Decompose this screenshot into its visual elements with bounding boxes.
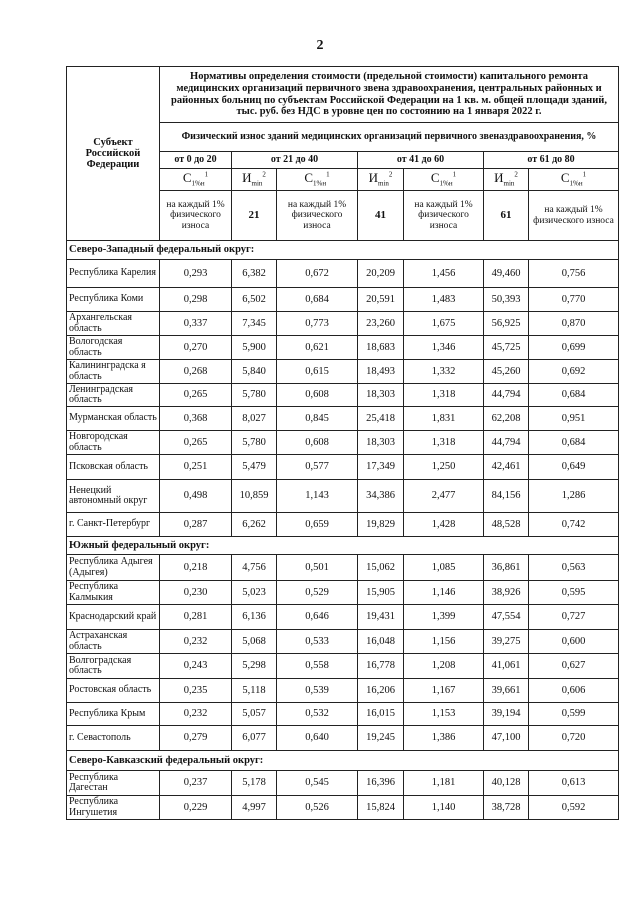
value-cell: 18,303 bbox=[358, 431, 404, 455]
symbol-letter: И bbox=[242, 170, 252, 186]
range-41-60: от 41 до 60 bbox=[358, 152, 484, 169]
value-cell: 1,156 bbox=[404, 630, 484, 654]
symbol-c1pct bbox=[160, 169, 232, 191]
value-cell: 6,382 bbox=[232, 260, 277, 288]
imin-value: 21 bbox=[232, 191, 277, 241]
region-name: Республика Дагестан bbox=[67, 771, 160, 796]
symbol-letter: С bbox=[182, 170, 192, 186]
region-name: Волгоградская область bbox=[67, 654, 160, 679]
symbol-superscript: 1 bbox=[326, 170, 330, 179]
value-cell: 4,756 bbox=[232, 555, 277, 581]
district-name: Северо-Западный федеральный округ: bbox=[67, 241, 619, 260]
value-cell: 47,100 bbox=[484, 726, 529, 751]
value-cell: 1,386 bbox=[404, 726, 484, 751]
value-cell: 5,298 bbox=[232, 654, 277, 679]
value-cell: 5,780 bbox=[232, 384, 277, 407]
table-row bbox=[67, 654, 619, 679]
norms-table bbox=[66, 66, 619, 820]
symbol-subscript: min bbox=[378, 179, 389, 188]
region-name: Новгородская область bbox=[67, 431, 160, 455]
table-row bbox=[67, 384, 619, 407]
symbol-c1pct bbox=[277, 169, 358, 191]
value-cell: 6,136 bbox=[232, 605, 277, 630]
value-cell: 0,640 bbox=[277, 726, 358, 751]
symbol-superscript: 1 bbox=[204, 170, 209, 179]
region-name: г. Севастополь bbox=[67, 726, 160, 751]
value-cell: 0,600 bbox=[529, 630, 619, 654]
value-cell: 0,232 bbox=[160, 703, 232, 726]
value-cell: 62,208 bbox=[484, 407, 529, 431]
value-cell: 0,592 bbox=[529, 796, 619, 820]
region-name: Псковская область bbox=[67, 455, 160, 480]
range-21-40: от 21 до 40 bbox=[232, 152, 358, 169]
value-cell: 8,027 bbox=[232, 407, 277, 431]
value-cell: 6,077 bbox=[232, 726, 277, 751]
value-cell: 0,265 bbox=[160, 384, 232, 407]
value-cell: 48,528 bbox=[484, 513, 529, 537]
symbol-c1pct bbox=[404, 169, 484, 191]
value-cell: 0,298 bbox=[160, 288, 232, 312]
region-name: г. Санкт-Петербург bbox=[67, 513, 160, 537]
region-name: Калининградска я область bbox=[67, 360, 160, 384]
value-cell: 10,859 bbox=[232, 480, 277, 513]
table-row bbox=[67, 312, 619, 336]
value-cell: 0,756 bbox=[529, 260, 619, 288]
value-cell: 39,661 bbox=[484, 679, 529, 703]
symbol-subscript: min bbox=[251, 179, 263, 188]
value-cell: 1,286 bbox=[529, 480, 619, 513]
table-row bbox=[67, 555, 619, 581]
value-cell: 0,218 bbox=[160, 555, 232, 581]
physical-wear-header: Физический износ зданий медицинских организаций первичного звеназдравоохранения, % bbox=[160, 123, 619, 152]
value-cell: 18,683 bbox=[358, 336, 404, 360]
value-cell: 0,649 bbox=[529, 455, 619, 480]
value-cell: 0,270 bbox=[160, 336, 232, 360]
value-cell: 18,303 bbox=[358, 384, 404, 407]
value-cell: 1,675 bbox=[404, 312, 484, 336]
region-name: Республика Карелия bbox=[67, 260, 160, 288]
value-cell: 1,483 bbox=[404, 288, 484, 312]
value-cell: 0,545 bbox=[277, 771, 358, 796]
value-cell: 5,840 bbox=[232, 360, 277, 384]
symbol-imin bbox=[484, 169, 529, 191]
value-cell: 0,659 bbox=[277, 513, 358, 537]
value-cell: 7,345 bbox=[232, 312, 277, 336]
symbol-imin bbox=[358, 169, 404, 191]
value-cell: 5,780 bbox=[232, 431, 277, 455]
value-cell: 0,608 bbox=[277, 384, 358, 407]
symbol-letter: И bbox=[494, 170, 504, 186]
table-title: Нормативы определения стоимости (предельной стоимости) капитального ремонта медицинских организаций первичного звена здравоохранения, центральных районных и районных больниц по субъектам Российской Федерации на 1 кв. м. общей площади зданий, тыс. руб. без НДС в уровне цен по состоянию на 1 января 2022 г. bbox=[160, 67, 619, 123]
value-cell: 5,178 bbox=[232, 771, 277, 796]
value-cell: 0,251 bbox=[160, 455, 232, 480]
symbol-subscript: min bbox=[503, 179, 515, 188]
value-cell: 56,925 bbox=[484, 312, 529, 336]
region-name: Мурманская область bbox=[67, 407, 160, 431]
value-cell: 44,794 bbox=[484, 431, 529, 455]
table-row bbox=[67, 796, 619, 820]
value-cell: 0,672 bbox=[277, 260, 358, 288]
value-cell: 45,725 bbox=[484, 336, 529, 360]
table-row bbox=[67, 771, 619, 796]
value-cell: 45,260 bbox=[484, 360, 529, 384]
value-cell: 0,501 bbox=[277, 555, 358, 581]
value-cell: 47,554 bbox=[484, 605, 529, 630]
value-cell: 1,346 bbox=[404, 336, 484, 360]
value-cell: 0,684 bbox=[529, 384, 619, 407]
value-cell: 0,699 bbox=[529, 336, 619, 360]
district-row bbox=[67, 537, 619, 555]
value-cell: 41,061 bbox=[484, 654, 529, 679]
value-cell: 1,318 bbox=[404, 431, 484, 455]
value-cell: 17,349 bbox=[358, 455, 404, 480]
table-row bbox=[67, 260, 619, 288]
value-cell: 5,023 bbox=[232, 581, 277, 605]
value-cell: 0,529 bbox=[277, 581, 358, 605]
value-cell: 1,140 bbox=[404, 796, 484, 820]
table-row bbox=[67, 480, 619, 513]
symbol-c1pct bbox=[529, 169, 619, 191]
value-cell: 1,428 bbox=[404, 513, 484, 537]
value-cell: 0,235 bbox=[160, 679, 232, 703]
value-cell: 20,591 bbox=[358, 288, 404, 312]
value-cell: 0,539 bbox=[277, 679, 358, 703]
value-cell: 0,368 bbox=[160, 407, 232, 431]
value-cell: 15,905 bbox=[358, 581, 404, 605]
district-name: Северо-Кавказский федеральный округ: bbox=[67, 751, 619, 771]
table-row bbox=[67, 581, 619, 605]
subject-column-header: Субъект Российской Федерации bbox=[67, 67, 160, 241]
table-row bbox=[67, 726, 619, 751]
range-0-20: от 0 до 20 bbox=[160, 152, 232, 169]
symbol-letter: С bbox=[304, 170, 314, 186]
per-one-percent-cell: на каждый 1% физического износа bbox=[277, 191, 358, 241]
region-name: Архангельская область bbox=[67, 312, 160, 336]
value-cell: 84,156 bbox=[484, 480, 529, 513]
value-cell: 0,279 bbox=[160, 726, 232, 751]
value-cell: 0,621 bbox=[277, 336, 358, 360]
table-row bbox=[67, 630, 619, 654]
value-cell: 0,684 bbox=[529, 431, 619, 455]
value-cell: 40,128 bbox=[484, 771, 529, 796]
region-name: Республика Коми bbox=[67, 288, 160, 312]
region-name: Астраханская область bbox=[67, 630, 160, 654]
value-cell: 1,153 bbox=[404, 703, 484, 726]
value-cell: 0,951 bbox=[529, 407, 619, 431]
value-cell: 38,728 bbox=[484, 796, 529, 820]
value-cell: 15,062 bbox=[358, 555, 404, 581]
value-cell: 16,015 bbox=[358, 703, 404, 726]
value-cell: 5,068 bbox=[232, 630, 277, 654]
table-row bbox=[67, 605, 619, 630]
value-cell: 0,615 bbox=[277, 360, 358, 384]
table-row bbox=[67, 513, 619, 537]
value-cell: 5,118 bbox=[232, 679, 277, 703]
value-cell: 1,143 bbox=[277, 480, 358, 513]
region-name: Ленинградская область bbox=[67, 384, 160, 407]
value-cell: 39,275 bbox=[484, 630, 529, 654]
value-cell: 16,048 bbox=[358, 630, 404, 654]
value-cell: 0,646 bbox=[277, 605, 358, 630]
value-cell: 1,250 bbox=[404, 455, 484, 480]
value-cell: 1,167 bbox=[404, 679, 484, 703]
imin-value: 41 bbox=[358, 191, 404, 241]
value-cell: 6,502 bbox=[232, 288, 277, 312]
value-cell: 0,287 bbox=[160, 513, 232, 537]
district-row bbox=[67, 751, 619, 771]
value-cell: 0,563 bbox=[529, 555, 619, 581]
symbol-letter: С bbox=[430, 170, 440, 186]
value-cell: 15,824 bbox=[358, 796, 404, 820]
value-cell: 1,456 bbox=[404, 260, 484, 288]
value-cell: 0,268 bbox=[160, 360, 232, 384]
value-cell: 44,794 bbox=[484, 384, 529, 407]
value-cell: 39,194 bbox=[484, 703, 529, 726]
value-cell: 1,399 bbox=[404, 605, 484, 630]
district-name: Южный федеральный округ: bbox=[67, 537, 619, 555]
value-cell: 0,577 bbox=[277, 455, 358, 480]
imin-value: 61 bbox=[484, 191, 529, 241]
value-cell: 1,332 bbox=[404, 360, 484, 384]
table-row bbox=[67, 336, 619, 360]
value-cell: 0,498 bbox=[160, 480, 232, 513]
value-cell: 0,595 bbox=[529, 581, 619, 605]
value-cell: 0,608 bbox=[277, 431, 358, 455]
symbol-superscript: 1 bbox=[452, 170, 457, 179]
value-cell: 20,209 bbox=[358, 260, 404, 288]
table-row bbox=[67, 455, 619, 480]
symbol-subscript: 1%н bbox=[191, 179, 205, 188]
value-cell: 1,318 bbox=[404, 384, 484, 407]
symbol-subscript: 1%н bbox=[313, 179, 327, 188]
value-cell: 0,230 bbox=[160, 581, 232, 605]
value-cell: 0,229 bbox=[160, 796, 232, 820]
value-cell: 0,613 bbox=[529, 771, 619, 796]
value-cell: 0,558 bbox=[277, 654, 358, 679]
value-cell: 1,181 bbox=[404, 771, 484, 796]
symbol-letter: И bbox=[368, 170, 378, 186]
value-cell: 42,461 bbox=[484, 455, 529, 480]
value-cell: 0,337 bbox=[160, 312, 232, 336]
symbol-superscript: 2 bbox=[262, 170, 266, 179]
per-one-percent-cell: на каждый 1% физического износа bbox=[529, 191, 619, 241]
value-cell: 0,533 bbox=[277, 630, 358, 654]
table-row bbox=[67, 360, 619, 384]
value-cell: 0,599 bbox=[529, 703, 619, 726]
value-cell: 0,243 bbox=[160, 654, 232, 679]
table-row bbox=[67, 703, 619, 726]
region-name: Республика Крым bbox=[67, 703, 160, 726]
value-cell: 25,418 bbox=[358, 407, 404, 431]
value-cell: 1,831 bbox=[404, 407, 484, 431]
page-number: 2 bbox=[316, 38, 324, 53]
per-one-percent-cell: на каждый 1% физического износа bbox=[404, 191, 484, 241]
value-cell: 1,208 bbox=[404, 654, 484, 679]
value-cell: 5,900 bbox=[232, 336, 277, 360]
range-61-80: от 61 до 80 bbox=[484, 152, 619, 169]
value-cell: 38,926 bbox=[484, 581, 529, 605]
value-cell: 0,727 bbox=[529, 605, 619, 630]
value-cell: 4,997 bbox=[232, 796, 277, 820]
table-row bbox=[67, 431, 619, 455]
table-row bbox=[67, 288, 619, 312]
value-cell: 0,720 bbox=[529, 726, 619, 751]
value-cell: 0,526 bbox=[277, 796, 358, 820]
value-cell: 0,870 bbox=[529, 312, 619, 336]
value-cell: 49,460 bbox=[484, 260, 529, 288]
region-name: Республика Адыгея (Адыгея) bbox=[67, 555, 160, 581]
value-cell: 19,245 bbox=[358, 726, 404, 751]
value-cell: 16,778 bbox=[358, 654, 404, 679]
value-cell: 19,829 bbox=[358, 513, 404, 537]
value-cell: 0,845 bbox=[277, 407, 358, 431]
value-cell: 0,232 bbox=[160, 630, 232, 654]
value-cell: 16,206 bbox=[358, 679, 404, 703]
value-cell: 50,393 bbox=[484, 288, 529, 312]
region-name: Ненецкий автономный округ bbox=[67, 480, 160, 513]
symbol-subscript: 1%н bbox=[439, 179, 453, 188]
value-cell: 1,085 bbox=[404, 555, 484, 581]
value-cell: 6,262 bbox=[232, 513, 277, 537]
region-name: Республика Калмыкия bbox=[67, 581, 160, 605]
symbol-imin bbox=[232, 169, 277, 191]
value-cell: 1,146 bbox=[404, 581, 484, 605]
symbol-subscript: 1%н bbox=[569, 179, 583, 188]
symbol-superscript: 2 bbox=[388, 170, 393, 179]
region-name: Республика Ингушетия bbox=[67, 796, 160, 820]
value-cell: 16,396 bbox=[358, 771, 404, 796]
value-cell: 5,479 bbox=[232, 455, 277, 480]
table-row bbox=[67, 679, 619, 703]
value-cell: 0,606 bbox=[529, 679, 619, 703]
value-cell: 0,281 bbox=[160, 605, 232, 630]
value-cell: 2,477 bbox=[404, 480, 484, 513]
value-cell: 23,260 bbox=[358, 312, 404, 336]
symbol-superscript: 2 bbox=[514, 170, 518, 179]
value-cell: 34,386 bbox=[358, 480, 404, 513]
value-cell: 0,684 bbox=[277, 288, 358, 312]
value-cell: 18,493 bbox=[358, 360, 404, 384]
value-cell: 0,293 bbox=[160, 260, 232, 288]
per-one-percent-cell: на каждый 1% физического износа bbox=[160, 191, 232, 241]
value-cell: 19,431 bbox=[358, 605, 404, 630]
value-cell: 5,057 bbox=[232, 703, 277, 726]
value-cell: 0,692 bbox=[529, 360, 619, 384]
value-cell: 0,532 bbox=[277, 703, 358, 726]
value-cell: 0,770 bbox=[529, 288, 619, 312]
value-cell: 0,742 bbox=[529, 513, 619, 537]
symbol-superscript: 1 bbox=[582, 170, 587, 179]
value-cell: 0,627 bbox=[529, 654, 619, 679]
region-name: Ростовская область bbox=[67, 679, 160, 703]
symbol-letter: С bbox=[560, 170, 570, 186]
region-name: Вологодская область bbox=[67, 336, 160, 360]
value-cell: 0,265 bbox=[160, 431, 232, 455]
value-cell: 0,773 bbox=[277, 312, 358, 336]
region-name: Краснодарский край bbox=[67, 605, 160, 630]
district-row bbox=[67, 241, 619, 260]
value-cell: 0,237 bbox=[160, 771, 232, 796]
value-cell: 36,861 bbox=[484, 555, 529, 581]
table-row bbox=[67, 407, 619, 431]
